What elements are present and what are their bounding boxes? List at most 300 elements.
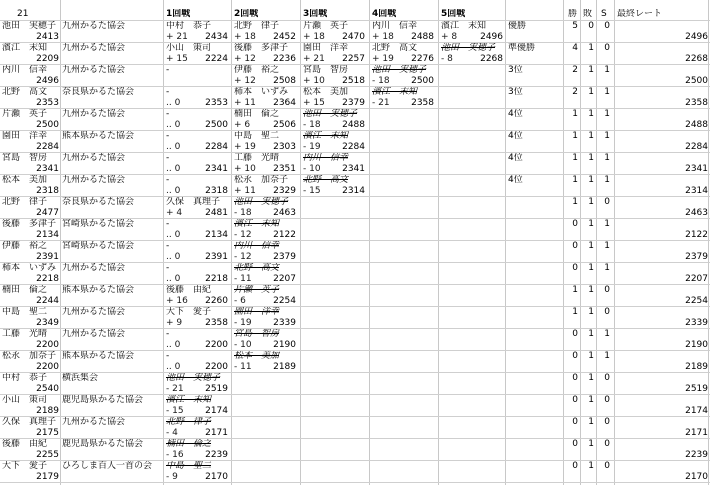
grid-line-vertical [369, 0, 370, 485]
player-row [0, 263, 710, 285]
player-name: 小山 策司 [2, 395, 48, 405]
player-initial-rating: 2413 [36, 32, 59, 42]
player-initial-rating: 2540 [36, 384, 59, 394]
round-opponent: 久保 真理子 [166, 197, 221, 207]
round-opponent: 池田 実穂子 [303, 109, 358, 119]
grid-line-vertical [580, 0, 581, 485]
round-rating: 2500 [205, 120, 228, 130]
grid-line-horizontal [0, 86, 710, 87]
player-initial-rating: 2284 [36, 142, 59, 152]
wins-count: 0 [572, 373, 578, 383]
player-row [0, 197, 710, 219]
wins-count: 0 [572, 395, 578, 405]
s-count: 1 [604, 87, 610, 97]
player-name: 松本 美加 [2, 175, 48, 185]
round-delta: .. 0 [166, 274, 181, 284]
round-opponent: 園田 洋幸 [303, 43, 349, 53]
player-club: 鹿児島県かるた協会 [62, 439, 144, 449]
header-s: S [601, 9, 607, 19]
header-round-1: 1回戦 [166, 9, 191, 19]
round-rating: 2496 [480, 32, 503, 42]
round-opponent: 濱江 末知 [303, 131, 349, 141]
player-club: 熊本県かるた協会 [62, 285, 135, 295]
round-delta: + 15 [166, 54, 188, 64]
round-opponent: - [166, 241, 170, 251]
losses-count: 1 [588, 241, 594, 251]
player-name: 園田 洋幸 [2, 131, 48, 141]
rank-label: 準優勝 [508, 43, 536, 53]
wins-count: 0 [572, 329, 578, 339]
s-count: 0 [604, 417, 610, 427]
player-row [0, 329, 710, 351]
final-rating: 2239 [685, 450, 708, 460]
s-count: 1 [604, 65, 610, 75]
player-row [0, 307, 710, 329]
player-name: 宮島 智房 [2, 153, 48, 163]
round-delta: - 18 [303, 120, 321, 130]
wins-count: 1 [572, 109, 578, 119]
round-delta: - 18 [372, 76, 390, 86]
round-delta: + 12 [234, 76, 256, 86]
s-count: 1 [604, 109, 610, 119]
round-opponent: 楠田 倫之 [166, 439, 212, 449]
round-opponent: - [166, 153, 170, 163]
header-round-2: 2回戦 [234, 9, 259, 19]
grid-line-vertical [505, 0, 506, 485]
wins-count: 2 [572, 65, 578, 75]
s-count: 1 [604, 263, 610, 273]
round-rating: 2170 [205, 472, 228, 482]
player-initial-rating: 2189 [36, 406, 59, 416]
round-rating: 2171 [205, 428, 228, 438]
header-round-4: 4回戦 [372, 9, 397, 19]
player-row [0, 351, 710, 373]
s-count: 1 [604, 175, 610, 185]
losses-count: 1 [588, 65, 594, 75]
round-opponent: - [166, 131, 170, 141]
final-rating: 2488 [685, 120, 708, 130]
s-count: 1 [604, 329, 610, 339]
player-name: 池田 実穂子 [2, 21, 57, 31]
player-row [0, 175, 710, 197]
round-delta: .. 0 [166, 186, 181, 196]
player-name: 柿本 いずみ [2, 263, 57, 273]
round-opponent: - [166, 263, 170, 273]
s-count: 1 [604, 131, 610, 141]
losses-count: 1 [588, 307, 594, 317]
round-delta: - 9 [166, 472, 178, 482]
round-rating: 2481 [205, 208, 228, 218]
grid-line-horizontal [0, 218, 710, 219]
round-delta: + 16 [166, 296, 188, 306]
round-delta: - 10 [234, 340, 252, 350]
rank-label: 優勝 [508, 21, 527, 31]
round-opponent: 片瀬 英子 [234, 285, 280, 295]
round-rating: 2236 [273, 54, 296, 64]
player-club: 九州かるた協会 [62, 109, 126, 119]
losses-count: 1 [588, 351, 594, 361]
round-rating: 2351 [273, 164, 296, 174]
round-rating: 2434 [205, 32, 228, 42]
player-club: 横浜集会 [62, 373, 99, 383]
round-opponent: 濱江 末知 [441, 21, 487, 31]
round-rating: 2500 [411, 76, 434, 86]
round-rating: 2341 [342, 164, 365, 174]
wins-count: 1 [572, 175, 578, 185]
grid-line-vertical [596, 0, 597, 485]
player-initial-rating: 2209 [36, 54, 59, 64]
round-rating: 2463 [273, 208, 296, 218]
round-rating: 2488 [411, 32, 434, 42]
round-opponent: 中島 聖二 [234, 131, 280, 141]
final-rating: 2314 [685, 186, 708, 196]
grid-line-horizontal [0, 152, 710, 153]
round-opponent: - [166, 351, 170, 361]
player-name: 北野 律子 [2, 197, 48, 207]
player-initial-rating: 2496 [36, 76, 59, 86]
round-opponent: 北野 律子 [166, 417, 212, 427]
player-initial-rating: 2391 [36, 252, 59, 262]
final-rating: 2170 [685, 472, 708, 482]
round-rating: 2254 [273, 296, 296, 306]
player-club: 九州かるた協会 [62, 43, 126, 53]
round-opponent: 工藤 光晴 [234, 153, 280, 163]
player-name: 後藤 多津子 [2, 219, 57, 229]
player-club: 九州かるた協会 [62, 153, 126, 163]
grid-line-horizontal [0, 372, 710, 373]
round-rating: 2379 [273, 252, 296, 262]
wins-count: 2 [572, 87, 578, 97]
round-opponent: 濱江 末知 [166, 395, 212, 405]
round-opponent: 濱江 末知 [234, 219, 280, 229]
wins-count: 0 [572, 219, 578, 229]
player-club: 鹿児島県かるた協会 [62, 395, 144, 405]
losses-count: 1 [588, 329, 594, 339]
round-opponent: 内川 信幸 [372, 21, 418, 31]
wins-count: 0 [572, 241, 578, 251]
round-opponent: 宮島 智房 [234, 329, 280, 339]
grid-line-horizontal [0, 196, 710, 197]
round-opponent: 小山 策司 [166, 43, 212, 53]
round-rating: 2452 [273, 32, 296, 42]
player-club: 熊本県かるた協会 [62, 131, 135, 141]
losses-count: 1 [588, 373, 594, 383]
player-row [0, 109, 710, 131]
round-opponent: - [166, 109, 170, 119]
final-rating: 2379 [685, 252, 708, 262]
round-rating: 2134 [205, 230, 228, 240]
grid-line-vertical [438, 0, 439, 485]
round-delta: + 11 [234, 98, 256, 108]
round-delta: - 15 [166, 406, 184, 416]
round-rating: 2488 [342, 120, 365, 130]
final-rating: 2122 [685, 230, 708, 240]
grid-line-horizontal [0, 394, 710, 395]
grid-line-horizontal [0, 328, 710, 329]
losses-count: 1 [588, 417, 594, 427]
round-delta: + 18 [303, 32, 325, 42]
round-delta: + 11 [234, 186, 256, 196]
player-initial-rating: 2244 [36, 296, 59, 306]
s-count: 0 [604, 197, 610, 207]
round-rating: 2239 [205, 450, 228, 460]
round-delta: - 12 [234, 252, 252, 262]
wins-count: 4 [572, 43, 578, 53]
player-row [0, 461, 710, 483]
player-name: 濱江 末知 [2, 43, 48, 53]
round-opponent: 柿本 いずみ [234, 87, 289, 97]
player-name: 後藤 由紀 [2, 439, 48, 449]
wins-count: 1 [572, 131, 578, 141]
round-delta: - 21 [372, 98, 390, 108]
final-rating: 2500 [685, 76, 708, 86]
round-rating: 2268 [480, 54, 503, 64]
grid-line-vertical [614, 0, 615, 485]
final-rating: 2207 [685, 274, 708, 284]
round-rating: 2260 [205, 296, 228, 306]
player-initial-rating: 2200 [36, 362, 59, 372]
wins-count: 0 [572, 439, 578, 449]
round-opponent: 後藤 多津子 [234, 43, 289, 53]
header-round-3: 3回戦 [303, 9, 328, 19]
round-rating: 2174 [205, 406, 228, 416]
round-opponent: 楠田 倫之 [234, 109, 280, 119]
round-delta: .. 0 [166, 340, 181, 350]
player-row [0, 395, 710, 417]
final-rating: 2268 [685, 54, 708, 64]
round-delta: + 21 [166, 32, 188, 42]
header-final-rating: 最終レート [617, 9, 663, 19]
s-count: 0 [604, 21, 610, 31]
round-opponent: 伊藤 裕之 [234, 65, 280, 75]
grid-line-horizontal [0, 350, 710, 351]
player-initial-rating: 2349 [36, 318, 59, 328]
rank-label: 4位 [508, 153, 523, 163]
grid-line-horizontal [0, 482, 710, 483]
round-rating: 2200 [205, 340, 228, 350]
round-opponent: - [166, 175, 170, 185]
round-opponent: 中島 聖二 [166, 461, 212, 471]
player-name: 大下 愛子 [2, 461, 48, 471]
round-rating: 2303 [273, 142, 296, 152]
round-opponent: 北野 高文 [234, 263, 280, 273]
round-delta: - 19 [303, 142, 321, 152]
s-count: 0 [604, 43, 610, 53]
header-wins: 勝 [568, 9, 578, 19]
rank-label: 3位 [508, 87, 523, 97]
grid-line-vertical [300, 0, 301, 485]
final-rating: 2171 [685, 428, 708, 438]
round-delta: .. 0 [166, 120, 181, 130]
player-club: 九州かるた協会 [62, 65, 126, 75]
round-rating: 2518 [342, 76, 365, 86]
losses-count: 1 [588, 109, 594, 119]
round-rating: 2284 [342, 142, 365, 152]
player-row [0, 153, 710, 175]
losses-count: 1 [588, 175, 594, 185]
round-rating: 2519 [205, 384, 228, 394]
final-rating: 2174 [685, 406, 708, 416]
round-delta: .. 0 [166, 362, 181, 372]
losses-count: 1 [588, 197, 594, 207]
player-initial-rating: 2200 [36, 340, 59, 350]
player-row [0, 417, 710, 439]
losses-count: 0 [588, 21, 594, 31]
s-count: 1 [604, 219, 610, 229]
wins-count: 1 [572, 153, 578, 163]
round-delta: + 18 [372, 32, 394, 42]
rank-label: 3位 [508, 65, 523, 75]
losses-count: 1 [588, 131, 594, 141]
round-delta: - 11 [234, 274, 252, 284]
player-club: 奈良県かるた協会 [62, 197, 135, 207]
grid-line-horizontal [0, 438, 710, 439]
player-row [0, 87, 710, 109]
final-rating: 2358 [685, 98, 708, 108]
round-opponent: 後藤 由紀 [166, 285, 212, 295]
round-delta: .. 0 [166, 164, 181, 174]
round-rating: 2207 [273, 274, 296, 284]
round-delta: .. 0 [166, 98, 181, 108]
player-name: 中島 聖二 [2, 307, 48, 317]
player-row [0, 241, 710, 263]
player-club: 宮崎県かるた協会 [62, 241, 135, 251]
losses-count: 1 [588, 219, 594, 229]
player-name: 工藤 光晴 [2, 329, 48, 339]
round-delta: .. 0 [166, 142, 181, 152]
wins-count: 5 [572, 21, 578, 31]
losses-count: 1 [588, 395, 594, 405]
grid-line-vertical [60, 0, 61, 485]
player-club: 九州かるた協会 [62, 307, 126, 317]
grid-line-horizontal [0, 64, 710, 65]
round-opponent: 北野 高文 [372, 43, 418, 53]
player-row [0, 373, 710, 395]
wins-count: 0 [572, 461, 578, 471]
round-delta: + 9 [166, 318, 183, 328]
round-rating: 2506 [273, 120, 296, 130]
final-rating: 2463 [685, 208, 708, 218]
round-delta: - 10 [303, 164, 321, 174]
final-rating: 2496 [685, 32, 708, 42]
round-opponent: 中村 恭子 [166, 21, 212, 31]
header-row [0, 9, 710, 20]
final-rating: 2341 [685, 164, 708, 174]
rank-label: 4位 [508, 131, 523, 141]
s-count: 1 [604, 241, 610, 251]
losses-count: 1 [588, 439, 594, 449]
wins-count: 1 [572, 285, 578, 295]
round-delta: + 10 [234, 164, 256, 174]
grid-line-horizontal [0, 284, 710, 285]
player-name: 伊藤 裕之 [2, 241, 48, 251]
s-count: 0 [604, 395, 610, 405]
player-initial-rating: 2175 [36, 428, 59, 438]
round-delta: + 12 [234, 54, 256, 64]
wins-count: 1 [572, 307, 578, 317]
grid-line-horizontal [0, 42, 710, 43]
grid-line-horizontal [0, 174, 710, 175]
round-delta: - 11 [234, 362, 252, 372]
player-club: 九州かるた協会 [62, 417, 126, 427]
player-club: 九州かるた協会 [62, 263, 126, 273]
grid-line-vertical [708, 0, 709, 485]
player-row [0, 439, 710, 461]
round-opponent: 池田 実穂子 [166, 373, 221, 383]
player-initial-rating: 2477 [36, 208, 59, 218]
player-initial-rating: 2341 [36, 164, 59, 174]
player-club: ひろしま百人一首の会 [62, 461, 153, 471]
player-row [0, 43, 710, 65]
round-opponent: 大下 愛子 [166, 307, 212, 317]
round-opponent: 池田 実穂子 [441, 43, 496, 53]
final-rating: 2189 [685, 362, 708, 372]
final-rating: 2339 [685, 318, 708, 328]
grid-line-vertical [563, 0, 564, 485]
round-delta: - 15 [303, 186, 321, 196]
round-opponent: 内川 信幸 [234, 241, 280, 251]
round-opponent: - [166, 329, 170, 339]
player-club: 九州かるた協会 [62, 175, 126, 185]
s-count: 1 [604, 153, 610, 163]
player-club: 熊本県かるた協会 [62, 351, 135, 361]
round-opponent: 片瀬 英子 [303, 21, 349, 31]
round-delta: - 19 [234, 318, 252, 328]
losses-count: 1 [588, 285, 594, 295]
round-delta: + 19 [234, 142, 256, 152]
round-delta: + 10 [303, 76, 325, 86]
round-delta: - 21 [166, 384, 184, 394]
s-count: 0 [604, 285, 610, 295]
round-delta: - 6 [234, 296, 246, 306]
round-opponent: - [166, 65, 170, 75]
losses-count: 1 [588, 153, 594, 163]
player-club: 九州かるた協会 [62, 329, 126, 339]
wins-count: 0 [572, 263, 578, 273]
round-rating: 2314 [342, 186, 365, 196]
grid-line-vertical [163, 0, 164, 485]
player-row [0, 131, 710, 153]
round-opponent: 北野 高文 [303, 175, 349, 185]
round-rating: 2508 [273, 76, 296, 86]
final-rating: 2284 [685, 142, 708, 152]
player-row [0, 219, 710, 241]
round-opponent: 北野 律子 [234, 21, 280, 31]
wins-count: 0 [572, 417, 578, 427]
round-delta: + 21 [303, 54, 325, 64]
round-opponent: 松永 加奈子 [234, 175, 289, 185]
s-count: 1 [604, 351, 610, 361]
round-rating: 2276 [411, 54, 434, 64]
round-delta: - 18 [234, 208, 252, 218]
round-delta: - 4 [166, 428, 178, 438]
player-club: 九州かるた協会 [62, 21, 126, 31]
player-row [0, 285, 710, 307]
grid-line-horizontal [0, 240, 710, 241]
s-count: 0 [604, 461, 610, 471]
final-rating: 2519 [685, 384, 708, 394]
round-delta: + 6 [234, 120, 251, 130]
round-rating: 2470 [342, 32, 365, 42]
s-count: 0 [604, 307, 610, 317]
round-rating: 2318 [205, 186, 228, 196]
grid-line-horizontal [0, 416, 710, 417]
grid-line-horizontal [0, 130, 710, 131]
round-rating: 2200 [205, 362, 228, 372]
grid-line-horizontal [0, 108, 710, 109]
round-rating: 2353 [205, 98, 228, 108]
round-opponent: 濱江 末知 [372, 87, 418, 97]
